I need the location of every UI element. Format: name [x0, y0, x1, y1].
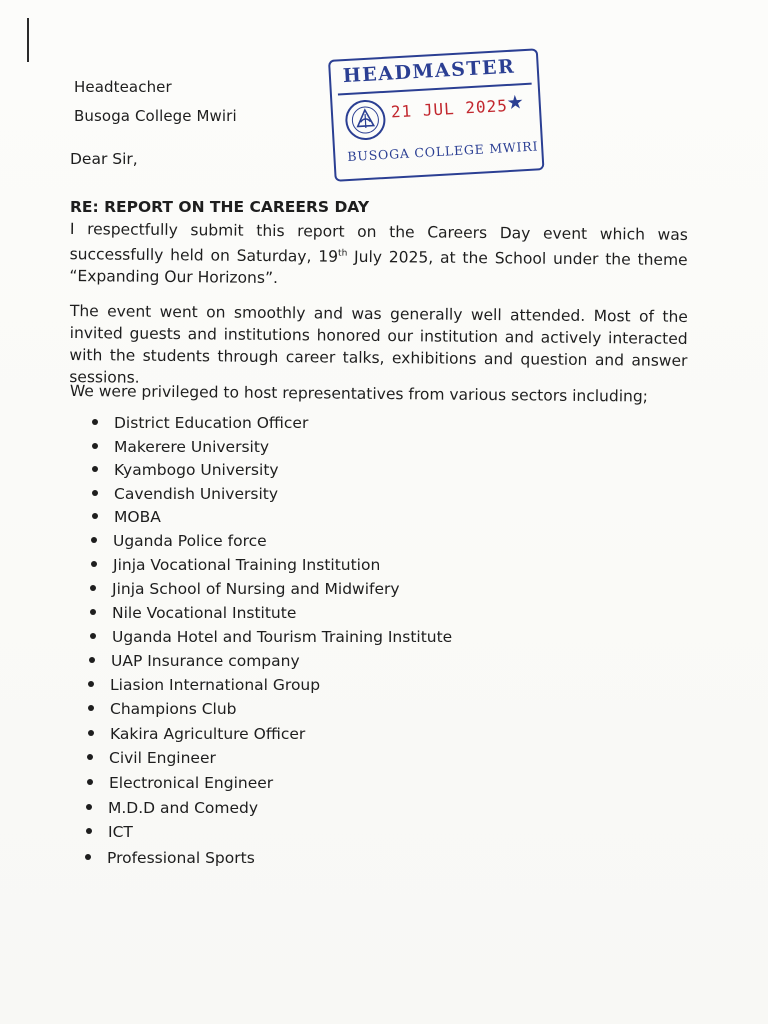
- list-item: Cavendish University: [92, 485, 278, 503]
- recipient-title: Headteacher: [74, 78, 172, 96]
- paragraph-intro-start: I respectfully submit this report on the Careers Day event which was successfully held on Saturday, 19: [69, 219, 688, 266]
- list-item: Jinja School of Nursing and Midwifery: [90, 580, 400, 598]
- list-item: Liasion International Group: [88, 676, 320, 694]
- bullet-icon: [91, 537, 97, 543]
- list-item: MOBA: [92, 508, 161, 526]
- stamp-title: HEADMASTER: [342, 55, 516, 88]
- bullet-icon: [92, 466, 98, 472]
- bullet-icon: [92, 490, 98, 496]
- list-item: Kakira Agriculture Officer: [88, 725, 305, 743]
- bullet-icon: [90, 585, 96, 591]
- bullet-icon: [92, 443, 98, 449]
- list-item: Makerere University: [92, 438, 269, 456]
- list-item: ICT: [86, 823, 133, 841]
- paragraph-intro: [69, 218, 688, 293]
- bullet-icon: [87, 779, 93, 785]
- list-item: District Education Officer: [92, 414, 308, 432]
- list-item: Civil Engineer: [87, 749, 216, 767]
- bullet-icon: [92, 513, 98, 519]
- bullet-icon: [88, 681, 94, 687]
- list-item: Jinja Vocational Training Institution: [91, 556, 380, 574]
- paragraph-intro-end: July 2025, at the School under the theme “Expanding Our Horizons”.: [69, 247, 688, 288]
- bullet-icon: [89, 657, 95, 663]
- stamp-school-name: BUSOGA COLLEGE MWIRI: [347, 138, 539, 165]
- star-icon: ★: [506, 91, 525, 115]
- school-crest-icon: [342, 97, 388, 143]
- ordinal-suffix: th: [338, 248, 348, 259]
- bullet-icon: [90, 609, 96, 615]
- list-item: Nile Vocational Institute: [90, 604, 296, 622]
- bullet-icon: [86, 828, 92, 834]
- list-item: M.D.D and Comedy: [86, 799, 258, 817]
- bullet-icon: [87, 754, 93, 760]
- paragraph-event-summary: The event went on smoothly and was generally well attended. Most of the invited guests and institutions honored our institution and actively interacted with the students through career talks, exhibitions and question and answer sessions.: [69, 301, 688, 387]
- bullet-icon: [86, 804, 92, 810]
- list-item: Champions Club: [88, 700, 237, 718]
- bullet-icon: [85, 854, 91, 860]
- headmaster-stamp: [328, 48, 544, 182]
- bullet-icon: [91, 561, 97, 567]
- bullet-icon: [88, 730, 94, 736]
- list-item: Uganda Police force: [91, 532, 267, 550]
- margin-mark: [27, 18, 29, 62]
- list-item: Professional Sports: [85, 849, 255, 867]
- list-item: Kyambogo University: [92, 461, 279, 479]
- subject-line: RE: REPORT ON THE CAREERS DAY: [70, 198, 370, 216]
- list-item: Uganda Hotel and Tourism Training Institute: [90, 628, 452, 646]
- recipient-school: Busoga College Mwiri: [74, 107, 237, 125]
- list-item: UAP Insurance company: [89, 652, 300, 670]
- list-item: Electronical Engineer: [87, 774, 273, 792]
- bullet-icon: [90, 633, 96, 639]
- bullet-icon: [92, 419, 98, 425]
- bullet-icon: [88, 705, 94, 711]
- paragraph-representatives-intro: We were privileged to host representatives from various sectors including;: [69, 381, 649, 406]
- stamp-date: 21 JUL 2025: [390, 96, 509, 122]
- salutation: Dear Sir,: [70, 150, 138, 168]
